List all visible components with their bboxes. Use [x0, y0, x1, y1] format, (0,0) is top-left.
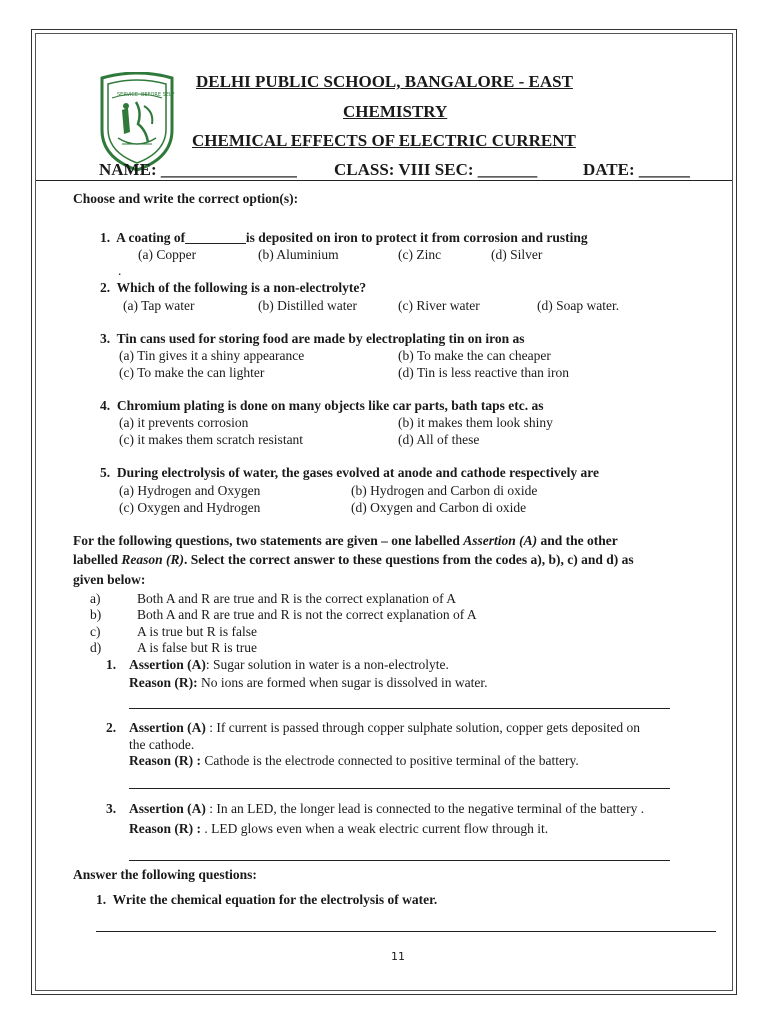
section3-heading: Answer the following questions:	[73, 867, 257, 882]
header-divider	[36, 180, 732, 181]
mcq-2-option-a: (a) Tap water	[123, 298, 195, 313]
crest-motto-left: SERVICE	[117, 92, 139, 98]
mcq-1-option-a: (a) Copper	[138, 247, 197, 262]
mcq-5-option-a: (a) Hydrogen and Oxygen	[119, 483, 261, 498]
class-field[interactable]	[334, 160, 537, 180]
reason-1-statement: Reason (R): No ions are formed when sugar is dissolved in water.	[129, 675, 488, 690]
mcq-2-question: 2. Which of the following is a non-electrolyte?	[100, 280, 367, 295]
assertion-1-number: 1.	[106, 657, 117, 672]
page-number: 11	[391, 950, 405, 963]
mcq-5-question: 5. During electrolysis of water, the gases evolved at anode and cathode respectively are	[100, 465, 599, 480]
mcq-1-question: 1. A coating of_________is deposited on iron to protect it from corrosion and rusting	[100, 230, 588, 245]
mcq-1-option-b: (b) Aluminium	[258, 247, 339, 262]
date-blank: ______	[638, 160, 690, 179]
name-label: NAME:	[99, 160, 157, 179]
mcq-1-blank: _________	[185, 230, 246, 245]
crest-motto-right: BEFORE SELF	[141, 92, 175, 98]
section1-instruction: Choose and write the correct option(s):	[73, 191, 299, 206]
mcq-4-option-a: (a) it prevents corrosion	[119, 415, 249, 430]
answer-line-assertion-3[interactable]	[129, 860, 670, 861]
school-crest-logo	[98, 72, 176, 172]
code-text-c: A is true but R is false	[137, 624, 257, 639]
mcq-5-option-d: (d) Oxygen and Carbon di oxide	[351, 500, 527, 515]
mcq-1-option-c: (c) Zinc	[398, 247, 442, 262]
name-blank: ________________	[160, 160, 297, 179]
mcq-2-option-c: (c) River water	[398, 298, 480, 313]
mcq-4-option-b: (b) it makes them look shiny	[398, 415, 553, 430]
mcq-3-question: 3. Tin cans used for storing food are made by electroplating tin on iron as	[100, 331, 525, 346]
code-text-b: Both A and R are true and R is not the correct explanation of A	[137, 607, 477, 622]
stray-dot: .	[118, 263, 122, 278]
answer-line-assertion-1[interactable]	[129, 708, 670, 709]
mcq-5-option-b: (b) Hydrogen and Carbon di oxide	[351, 483, 538, 498]
code-key-d: d)	[90, 640, 102, 655]
assertion-3-statement: Assertion (A) : In an LED, the longer lead is connected to the negative terminal of the battery .	[129, 801, 645, 816]
assertion-2-number: 2.	[106, 720, 117, 735]
reason-2-statement: Reason (R) : Cathode is the electrode connected to positive terminal of the battery.	[129, 753, 579, 768]
class-blank: _______	[477, 160, 538, 179]
mcq-3-option-a: (a) Tin gives it a shiny appearance	[119, 348, 305, 363]
assertion-3-number: 3.	[106, 801, 117, 816]
mcq-3-option-c: (c) To make the can lighter	[119, 365, 265, 380]
assertion-intro-line3: given below:	[73, 572, 146, 587]
answer-line-assertion-2[interactable]	[129, 788, 670, 789]
code-text-d: A is false but R is true	[137, 640, 257, 655]
assertion-2-continuation: the cathode.	[129, 737, 195, 752]
assertion-1-statement: Assertion (A): Sugar solution in water is a non-electrolyte.	[129, 657, 449, 672]
answer-line-short-1[interactable]	[96, 931, 716, 932]
mcq-4-option-c: (c) it makes them scratch resistant	[119, 432, 304, 447]
subject-title: CHEMISTRY	[343, 102, 448, 121]
reason-3-statement: Reason (R) : . LED glows even when a weak electric current flow through it.	[129, 821, 549, 836]
mcq-2-option-d: (d) Soap water.	[537, 298, 620, 313]
code-key-b: b)	[90, 607, 102, 622]
mcq-2-option-b: (b) Distilled water	[258, 298, 357, 313]
assertion-intro-line1: For the following questions, two statements are given – one labelled Assertion (A) and the other	[73, 533, 618, 548]
name-field[interactable]	[99, 160, 297, 180]
mcq-3-option-d: (d) Tin is less reactive than iron	[398, 365, 569, 380]
mcq-4-question: 4. Chromium plating is done on many objects like car parts, bath taps etc. as	[100, 398, 544, 413]
assertion-intro-line2: labelled Reason (R). Select the correct answer to these questions from the codes a), b), c) and d) as	[73, 552, 634, 567]
mcq-4-option-d: (d) All of these	[398, 432, 480, 447]
mcq-1-option-d: (d) Silver	[491, 247, 543, 262]
class-label: CLASS: VIII SEC:	[334, 160, 474, 179]
code-key-c: c)	[90, 624, 101, 639]
code-text-a: Both A and R are true and R is the correct explanation of A	[137, 591, 457, 606]
chapter-title: CHEMICAL EFFECTS OF ELECTRIC CURRENT	[192, 131, 576, 150]
date-label: DATE:	[583, 160, 635, 179]
code-key-a: a)	[90, 591, 101, 606]
short-answer-1-question: 1. Write the chemical equation for the electrolysis of water.	[96, 892, 438, 907]
mcq-5-option-c: (c) Oxygen and Hydrogen	[119, 500, 261, 515]
school-name: DELHI PUBLIC SCHOOL, BANGALORE - EAST	[196, 72, 573, 91]
assertion-2-statement: Assertion (A) : If current is passed through copper sulphate solution, copper gets deposited on	[129, 720, 641, 735]
mcq-3-option-b: (b) To make the can cheaper	[398, 348, 551, 363]
date-field[interactable]	[583, 160, 690, 180]
